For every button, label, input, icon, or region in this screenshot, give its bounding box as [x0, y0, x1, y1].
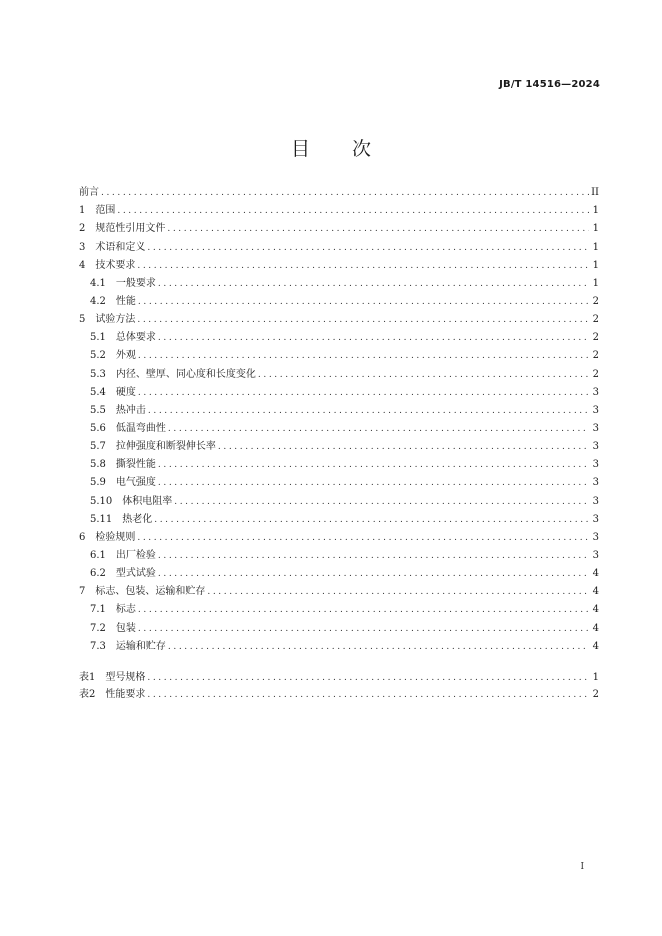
toc-dot-leader: [167, 223, 589, 235]
toc-entry-label: 拉伸强度和断裂伸长率: [115, 441, 216, 453]
toc-entry-number: 6: [79, 531, 86, 543]
toc-entry-number: 5.11: [90, 513, 113, 525]
toc-entry-page: 3: [592, 386, 599, 398]
toc-entry-number: 7.3: [90, 640, 106, 652]
toc-dot-leader: [158, 568, 589, 580]
toc-entry[interactable]: [79, 290, 599, 308]
toc-dot-leader: [101, 187, 589, 199]
toc-entry-number: 2: [79, 223, 86, 235]
toc-dot-leader: [154, 514, 589, 526]
toc-entry-number: 5.7: [90, 441, 106, 453]
toc-entry-number: 5.8: [90, 459, 106, 471]
toc-entry-page: 1: [592, 277, 599, 289]
toc-entry-page: 2: [592, 350, 599, 362]
toc-dot-leader: [158, 459, 589, 471]
toc-entry-page: 1: [592, 205, 599, 217]
toc-entry-number: 7: [79, 586, 86, 598]
toc-dot-leader: [138, 350, 589, 362]
toc-dot-leader: [138, 604, 589, 616]
toc-table-label: 型号规格: [105, 671, 146, 683]
table-of-contents: [79, 181, 599, 701]
toc-entry-number: 5: [79, 314, 86, 326]
toc-entry[interactable]: [79, 235, 599, 253]
toc-entry-label: 包装: [115, 622, 136, 634]
page-title: 目次: [290, 138, 413, 160]
toc-entry[interactable]: [79, 308, 599, 326]
standard-code: JB/T 14516—2024: [499, 79, 600, 90]
toc-entry-number: 6.2: [90, 568, 106, 580]
toc-entry-page: 3: [592, 459, 599, 471]
toc-table-number: 表2: [79, 688, 96, 700]
toc-entry-number: 4.1: [90, 277, 106, 289]
toc-dot-leader: [148, 405, 589, 417]
toc-entry[interactable]: [79, 362, 599, 380]
toc-dot-leader: [174, 496, 589, 508]
toc-entry-page: 1: [592, 241, 599, 253]
toc-entry-label: 前言: [79, 187, 99, 199]
toc-entry-label: 术语和定义: [95, 241, 146, 253]
toc-entry-number: 5.6: [90, 422, 106, 434]
toc-entry-page: 3: [592, 549, 599, 561]
toc-dot-leader: [158, 278, 589, 290]
toc-entry[interactable]: [79, 616, 599, 634]
toc-entry-number: 3: [79, 241, 86, 253]
toc-entry-number: 5.3: [90, 368, 106, 380]
toc-entry-number: 5.2: [90, 350, 106, 362]
toc-entry[interactable]: [79, 399, 599, 417]
toc-entry-label: 低温弯曲性: [115, 422, 166, 434]
toc-dot-leader: [218, 441, 589, 453]
toc-entry-number: 5.10: [90, 495, 113, 507]
toc-entry-page: 4: [592, 622, 599, 634]
toc-entry-number: 5.5: [90, 404, 106, 416]
toc-dot-leader: [158, 477, 589, 489]
toc-entry[interactable]: [79, 471, 599, 489]
toc-entry[interactable]: [79, 326, 599, 344]
toc-dot-leader: [138, 387, 589, 399]
toc-entry[interactable]: [79, 526, 599, 544]
toc-dot-leader: [168, 423, 589, 435]
toc-gap: [79, 653, 599, 667]
toc-entry-label: 撕裂性能: [115, 459, 156, 471]
toc-dot-leader: [258, 369, 589, 381]
toc-entry[interactable]: [79, 181, 599, 199]
toc-entry[interactable]: [79, 489, 599, 507]
toc-entry-label: 规范性引用文件: [95, 223, 166, 235]
toc-entry-label: 热老化: [122, 513, 153, 525]
toc-entry[interactable]: [79, 544, 599, 562]
toc-entry-page: 2: [592, 368, 599, 380]
toc-entry-page: 4: [592, 586, 599, 598]
toc-entry-number: 5.4: [90, 386, 106, 398]
toc-tables: [79, 667, 599, 701]
toc-entry-page: 4: [592, 640, 599, 652]
toc-entry-page: 3: [592, 404, 599, 416]
toc-entry-number: 5.9: [90, 477, 106, 489]
toc-entry-label: 标志、包装、运输和贮存: [95, 586, 206, 598]
toc-entry-page: 4: [592, 568, 599, 580]
toc-entry[interactable]: [79, 199, 599, 217]
toc-entry-number: 6.1: [90, 549, 106, 561]
toc-dot-leader: [168, 641, 589, 653]
toc-entry[interactable]: [79, 272, 599, 290]
toc-entry-number: 4: [79, 259, 86, 271]
toc-entry-label: 型式试验: [115, 568, 156, 580]
toc-dot-leader: [147, 242, 589, 254]
toc-dot-leader: [158, 550, 589, 562]
footer-page-number: I: [580, 862, 584, 872]
toc-table-label: 性能要求: [105, 688, 146, 700]
toc-entry-label: 总体要求: [115, 332, 156, 344]
toc-table-page: 2: [592, 688, 599, 700]
toc-entry-page: 2: [592, 332, 599, 344]
toc-entry[interactable]: [79, 580, 599, 598]
toc-entry-label: 技术要求: [95, 259, 136, 271]
toc-entry-page: 3: [592, 477, 599, 489]
toc-entry-label: 热冲击: [115, 404, 146, 416]
toc-entry-label: 体积电阻率: [122, 495, 173, 507]
toc-dot-leader: [137, 314, 589, 326]
toc-entry[interactable]: [79, 381, 599, 399]
toc-entry-label: 出厂检验: [115, 549, 156, 561]
toc-entry-page: 3: [592, 513, 599, 525]
toc-entry-page: 3: [592, 422, 599, 434]
toc-table-entry[interactable]: [79, 667, 599, 684]
toc-entry-label: 范围: [95, 205, 116, 217]
toc-entry-page: 1: [592, 259, 599, 271]
toc-entry-label: 检验规则: [95, 531, 136, 543]
toc-entry-label: 试验方法: [95, 314, 136, 326]
toc-entry[interactable]: [79, 598, 599, 616]
toc-entry[interactable]: [79, 217, 599, 235]
toc-entry-page: 2: [592, 295, 599, 307]
toc-sections: [79, 181, 599, 653]
toc-dot-leader: [207, 586, 589, 598]
toc-entry-number: 5.1: [90, 332, 106, 344]
toc-entry-label: 运输和贮存: [115, 640, 166, 652]
toc-table-page: 1: [592, 671, 599, 683]
toc-entry-label: 外观: [115, 350, 136, 362]
toc-entry[interactable]: [79, 344, 599, 362]
toc-entry-label: 一般要求: [115, 277, 156, 289]
toc-entry[interactable]: [79, 562, 599, 580]
toc-entry-page: 3: [592, 495, 599, 507]
toc-entry-label: 内径、壁厚、同心度和长度变化: [115, 368, 256, 380]
toc-entry-page: II: [591, 187, 599, 199]
toc-entry-page: 4: [592, 604, 599, 616]
toc-entry[interactable]: [79, 435, 599, 453]
toc-entry-number: 7.1: [90, 604, 106, 616]
toc-entry-label: 标志: [115, 604, 136, 616]
toc-dot-leader: [158, 332, 589, 344]
toc-table-entry[interactable]: [79, 684, 599, 701]
toc-entry-label: 性能: [115, 295, 136, 307]
toc-entry[interactable]: [79, 635, 599, 653]
toc-entry-label: 硬度: [115, 386, 136, 398]
toc-entry-number: 4.2: [90, 295, 106, 307]
toc-dot-leader: [138, 623, 589, 635]
toc-dot-leader: [147, 672, 589, 684]
toc-dot-leader: [137, 532, 589, 544]
toc-entry[interactable]: [79, 453, 599, 471]
toc-dot-leader: [117, 205, 589, 217]
toc-table-number: 表1: [79, 671, 96, 683]
toc-dot-leader: [138, 296, 589, 308]
toc-entry-page: 1: [592, 223, 599, 235]
toc-dot-leader: [147, 689, 589, 701]
toc-entry-page: 3: [592, 441, 599, 453]
toc-entry-label: 电气强度: [115, 477, 156, 489]
toc-entry[interactable]: [79, 508, 599, 526]
toc-entry[interactable]: [79, 417, 599, 435]
toc-entry-page: 2: [592, 314, 599, 326]
toc-entry[interactable]: [79, 254, 599, 272]
toc-entry-number: 1: [79, 205, 86, 217]
toc-entry-number: 7.2: [90, 622, 106, 634]
toc-dot-leader: [137, 260, 589, 272]
toc-entry-page: 3: [592, 531, 599, 543]
